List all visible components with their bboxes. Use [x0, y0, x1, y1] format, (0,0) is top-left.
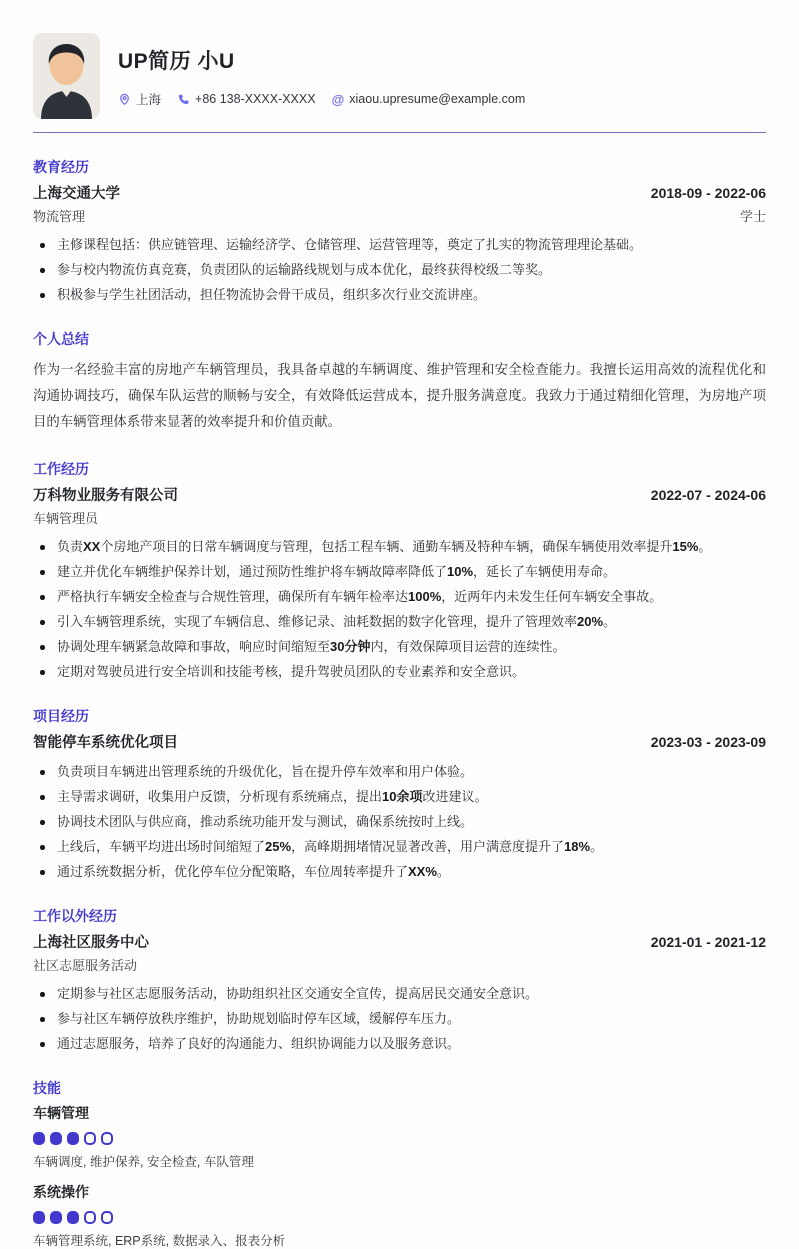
- bullet-item: 积极参与学生社团活动，担任物流协会骨干成员，组织多次行业交流讲座。: [33, 285, 766, 305]
- avatar-photo: [33, 33, 100, 119]
- project-org-row: [33, 731, 766, 752]
- education-degree: 学士: [739, 209, 766, 224]
- nonwork-bullet-list: [33, 984, 766, 1054]
- work-date-range: 2022-07 - 2024-06: [650, 487, 766, 503]
- education-bullet-list: [33, 235, 766, 305]
- skill-level-dot: [33, 1132, 45, 1145]
- nonwork-date-range: 2021-01 - 2021-12: [650, 934, 766, 950]
- skill-level-dot: [84, 1132, 96, 1145]
- phone-icon: [177, 93, 190, 106]
- skill-name: 系统操作: [33, 1184, 89, 1200]
- contact-phone: [177, 92, 316, 106]
- job-title: 车辆管理员: [33, 511, 99, 526]
- education-sub-row: [33, 206, 766, 225]
- skill-level-dot: [33, 1211, 45, 1224]
- section-summary: [33, 329, 766, 435]
- bullet-item: 参与校内物流仿真竞赛，负责团队的运输路线规划与成本优化，最终获得校级二等奖。: [33, 260, 766, 280]
- section-nonwork: [33, 906, 766, 1054]
- skill-description: 车辆管理系统, ERP系统, 数据录入、报表分析: [33, 1234, 286, 1248]
- bullet-item: 定期对驾驶员进行安全培训和技能考核，提升驾驶员团队的专业素养和安全意识。: [33, 662, 766, 682]
- project-bullet-list: [33, 762, 766, 882]
- bullet-item: 严格执行车辆安全检查与合规性管理，确保所有车辆年检率达100%，近两年内未发生任何车辆安全事故。: [33, 587, 766, 607]
- skill-level-dot: [84, 1211, 96, 1224]
- education-date-range: 2018-09 - 2022-06: [650, 185, 766, 201]
- email-text: xiaou.upresume@example.com: [349, 92, 526, 106]
- company-name: 万科物业服务有限公司: [33, 488, 178, 504]
- at-sign-icon: @: [331, 91, 345, 107]
- section-title-education: 教育经历: [33, 159, 89, 175]
- skill-level-dot: [50, 1211, 62, 1224]
- organization-name: 上海社区服务中心: [33, 935, 149, 951]
- bullet-item: 协调技术团队与供应商，推动系统功能开发与测试，确保系统按时上线。: [33, 812, 766, 832]
- section-education: [33, 157, 766, 305]
- nonwork-role: 社区志愿服务活动: [33, 958, 138, 973]
- skill-level-dots: [33, 1211, 766, 1224]
- bullet-item: 主修课程包括：供应链管理、运输经济学、仓储管理、运营管理等，奠定了扎实的物流管理理论基础。: [33, 235, 766, 255]
- contact-email: [332, 92, 526, 106]
- location-pin-icon: [118, 93, 131, 106]
- header-divider: [33, 132, 766, 133]
- section-title-nonwork: 工作以外经历: [33, 908, 117, 924]
- skill-level-dot: [101, 1211, 113, 1224]
- education-major: 物流管理: [33, 209, 86, 224]
- education-org-row: [33, 182, 766, 203]
- section-title-summary: 个人总结: [33, 331, 89, 347]
- skill-name: 车辆管理: [33, 1105, 89, 1121]
- skill-level-dot: [67, 1211, 79, 1224]
- bullet-item: 建立并优化车辆维护保养计划，通过预防性维护将车辆故障率降低了10%，延长了车辆使用寿命。: [33, 562, 766, 582]
- contact-row: [118, 90, 525, 108]
- section-title-work: 工作经历: [33, 461, 89, 477]
- section-project: [33, 706, 766, 882]
- section-title-skills: 技能: [33, 1080, 61, 1096]
- school-name: 上海交通大学: [33, 186, 120, 202]
- section-skills: [33, 1078, 766, 1249]
- skill-item: [33, 1103, 766, 1170]
- contact-location: [118, 90, 161, 108]
- candidate-name: UP简历 小U: [118, 50, 235, 73]
- work-sub-row: [33, 508, 766, 527]
- section-work: [33, 459, 766, 682]
- skill-level-dot: [67, 1132, 79, 1145]
- bullet-item: 负责XX个房地产项目的日常车辆调度与管理，包括工程车辆、通勤车辆及特种车辆，确保车辆使用效率提升15%。: [33, 537, 766, 557]
- project-date-range: 2023-03 - 2023-09: [650, 734, 766, 750]
- work-bullet-list: [33, 537, 766, 682]
- nonwork-sub-row: [33, 955, 766, 974]
- section-title-project: 项目经历: [33, 708, 89, 724]
- skill-level-dot: [101, 1132, 113, 1145]
- location-text: 上海: [136, 93, 162, 107]
- bullet-item: 引入车辆管理系统，实现了车辆信息、维修记录、油耗数据的数字化管理，提升了管理效率20%。: [33, 612, 766, 632]
- bullet-item: 上线后，车辆平均进出场时间缩短了25%，高峰期拥堵情况显著改善，用户满意度提升了18%。: [33, 837, 766, 857]
- bullet-item: 协调处理车辆紧急故障和事故，响应时间缩短至30分钟内，有效保障项目运营的连续性。: [33, 637, 766, 657]
- bullet-item: 主导需求调研，收集用户反馈，分析现有系统痛点，提出10余项改进建议。: [33, 787, 766, 807]
- summary-paragraph: 作为一名经验丰富的房地产车辆管理员，我具备卓越的车辆调度、维护管理和安全检查能力。我擅长运用高效的流程优化和沟通协调技巧，确保车队运营的顺畅与安全，有效降低运营成本，提升服务满意度。我致力于通过精细化管理，为房地产项目的车辆管理体系带来显著的效率提升和价值贡献。: [33, 362, 766, 429]
- nonwork-org-row: [33, 931, 766, 952]
- skill-description: 车辆调度, 维护保养, 安全检查, 车队管理: [33, 1155, 254, 1169]
- bullet-item: 通过志愿服务，培养了良好的沟通能力、组织协调能力以及服务意识。: [33, 1034, 766, 1054]
- avatar-placeholder-graphic: [33, 33, 100, 119]
- project-name: 智能停车系统优化项目: [33, 735, 178, 751]
- skill-level-dot: [50, 1132, 62, 1145]
- skill-level-dots: [33, 1132, 766, 1145]
- bullet-item: 通过系统数据分析，优化停车位分配策略，车位周转率提升了XX%。: [33, 862, 766, 882]
- header-text-block: [118, 33, 525, 108]
- phone-text: +86 138-XXXX-XXXX: [195, 92, 316, 106]
- bullet-item: 定期参与社区志愿服务活动，协助组织社区交通安全宣传，提高居民交通安全意识。: [33, 984, 766, 1004]
- work-org-row: [33, 484, 766, 505]
- skill-item: [33, 1182, 766, 1249]
- bullet-item: 参与社区车辆停放秩序维护，协助规划临时停车区域，缓解停车压力。: [33, 1009, 766, 1029]
- bullet-item: 负责项目车辆进出管理系统的升级优化，旨在提升停车效率和用户体验。: [33, 762, 766, 782]
- resume-header: [33, 33, 766, 119]
